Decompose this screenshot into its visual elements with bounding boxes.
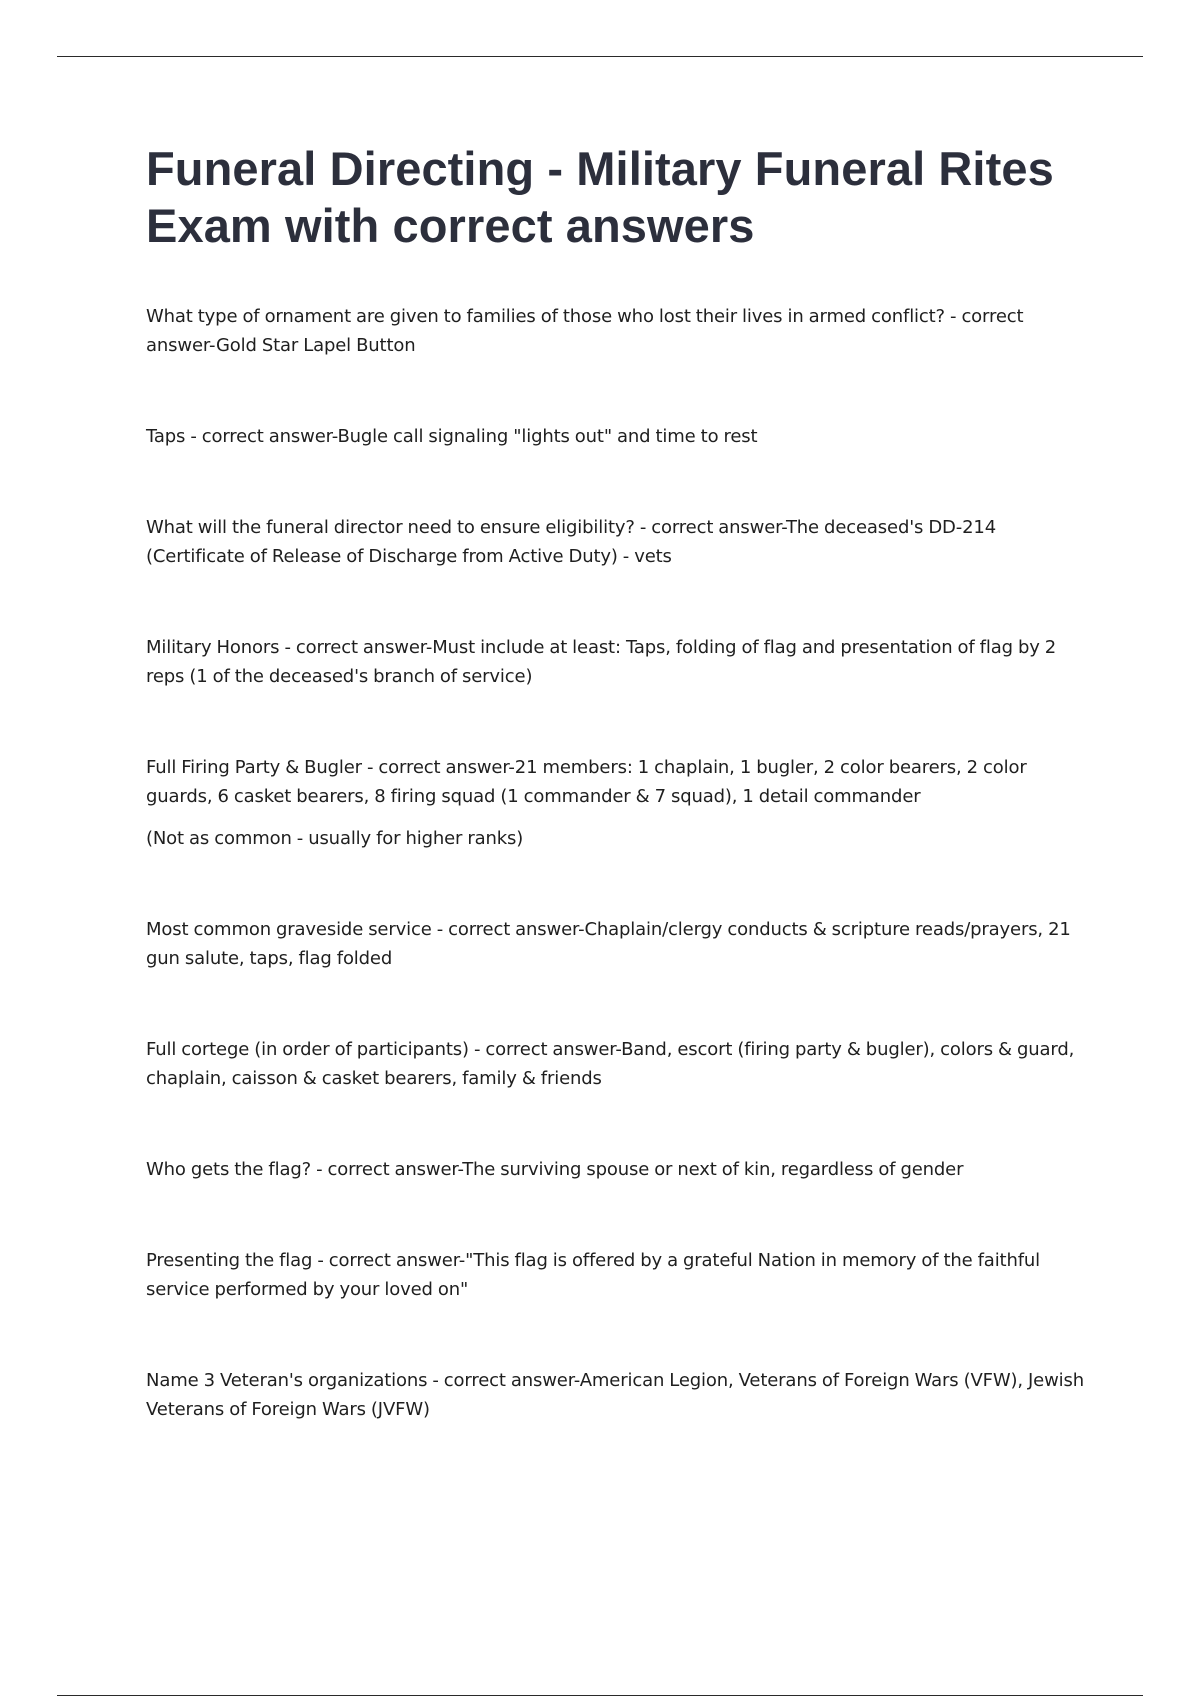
qa-text: What will the funeral director need to ensure eligibility? - correct answer-The deceased's DD-214 (Certificate of Release of Discharge from Active Duty) - vets <box>146 517 996 567</box>
document-body <box>146 140 1096 1486</box>
qa-text: Who gets the flag? - correct answer-The surviving spouse or next of kin, regardless of gender <box>146 1159 964 1180</box>
qa-item <box>146 513 1096 571</box>
qa-item <box>146 915 1096 973</box>
qa-item <box>146 302 1096 360</box>
qa-text: Name 3 Veteran's organizations - correct answer-American Legion, Veterans of Foreign Wars (VFW), Jewish Veterans of Foreign Wars (JVFW) <box>146 1370 1084 1420</box>
qa-item <box>146 422 1096 451</box>
qa-text: What type of ornament are given to families of those who lost their lives in armed conflict? - correct answer-Gold Star Lapel Button <box>146 306 1024 356</box>
qa-text: Taps - correct answer-Bugle call signaling "lights out" and time to rest <box>146 426 758 447</box>
qa-item <box>146 633 1096 691</box>
qa-item <box>146 1035 1096 1093</box>
qa-item <box>146 1155 1096 1184</box>
qa-list <box>146 302 1096 1424</box>
qa-item <box>146 1366 1096 1424</box>
qa-text: Military Honors - correct answer-Must include at least: Taps, folding of flag and presentation of flag by 2 reps (1 of the deceased's branch of service) <box>146 637 1057 687</box>
qa-text: Full Firing Party & Bugler - correct answer-21 members: 1 chaplain, 1 bugler, 2 color bearers, 2 color guards, 6 casket bearers, 8 firing squad (1 commander & 7 squad), 1 detail commander <box>146 757 1027 807</box>
qa-note: (Not as common - usually for higher ranks) <box>146 828 524 849</box>
qa-text: Presenting the flag - correct answer-"This flag is offered by a grateful Nation in memory of the faithful service performed by your loved on" <box>146 1250 1041 1300</box>
page-title: Funeral Directing - Military Funeral Rites Exam with correct answers <box>146 142 1054 252</box>
bottom-rule <box>57 1695 1143 1696</box>
top-rule <box>57 56 1143 57</box>
qa-item <box>146 1246 1096 1304</box>
qa-item <box>146 753 1096 853</box>
qa-text: Most common graveside service - correct answer-Chaplain/clergy conducts & scripture reads/prayers, 21 gun salute, taps, flag folded <box>146 919 1071 969</box>
qa-text: Full cortege (in order of participants) - correct answer-Band, escort (firing party & bugler), colors & guard, chaplain, caisson & casket bearers, family & friends <box>146 1039 1075 1089</box>
